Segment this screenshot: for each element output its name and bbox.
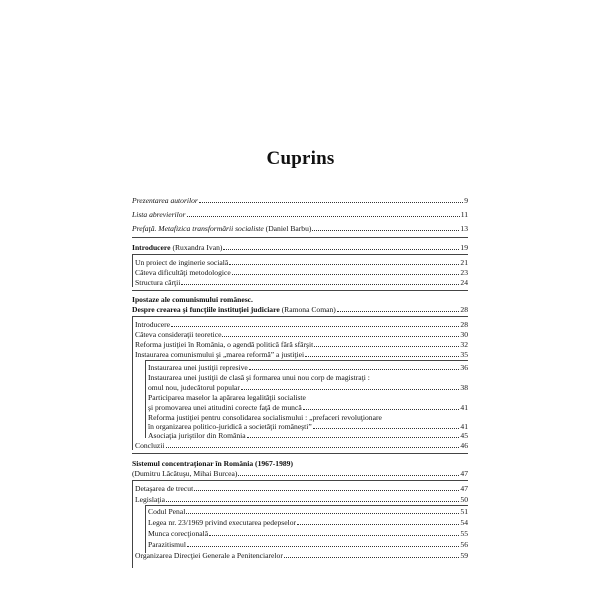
leader-dots xyxy=(194,481,459,491)
leader-dots xyxy=(209,526,459,536)
leader-dots xyxy=(314,337,459,347)
leader-dots xyxy=(337,302,460,312)
toc-entry-title: Lista abrevierilor xyxy=(132,210,186,219)
toc-entry-page: 54 xyxy=(460,518,468,527)
toc-entry-title: Instaurarea unei justiţii represive xyxy=(148,363,248,372)
toc-entry-title xyxy=(132,305,336,314)
toc-entry-page: 46 xyxy=(460,441,468,450)
toc-entry-si-organizarea xyxy=(135,551,468,560)
toc-entry-page: 30 xyxy=(460,330,468,339)
toc-entry-title xyxy=(132,224,311,233)
toc-entry-author: (Ramona Coman) xyxy=(281,305,336,314)
toc-entry-title: Codul Penal xyxy=(148,507,186,516)
toc-entry-title: Detaşarea de trecut xyxy=(135,484,194,493)
toc-entry-title: Instaurarea comunismului şi „marea reformă” a justiţiei xyxy=(135,350,305,359)
toc-entry-intro-structura xyxy=(135,278,468,287)
subsection-bracket xyxy=(132,316,133,450)
section-divider xyxy=(132,237,468,238)
toc-entry-page: 32 xyxy=(460,340,468,349)
toc-entry-ip-represive xyxy=(148,363,468,372)
toc-entry-page: 13 xyxy=(460,224,468,233)
leader-dots xyxy=(241,380,459,390)
toc-entry-page: 24 xyxy=(460,278,468,287)
toc-entry-prezentarea xyxy=(132,196,468,205)
toc-entry-page: 9 xyxy=(464,196,468,205)
toc-entry-page: 56 xyxy=(460,540,468,549)
toc-entry-title: Câteva dificultăţi metodologice xyxy=(135,268,231,277)
section-divider xyxy=(132,453,468,454)
subsection-bracket xyxy=(132,254,133,287)
toc-entry-title: Legea nr. 23/1969 privind executarea pedepselor xyxy=(148,518,297,527)
toc-entry-page: 41 xyxy=(460,422,468,431)
toc-entry-ipostaze xyxy=(132,305,468,314)
toc-entry-ip-consolidarea-line1: Reforma justiţiei pentru consolidarea socialismului : „prefaceri revoluţionare xyxy=(148,413,382,422)
toc-entry-title: (Dumitru Lăcătuşu, Mihai Burcea) xyxy=(132,469,238,478)
toc-entry-author: (Ruxandra Ivan) xyxy=(172,243,223,252)
leader-dots xyxy=(181,275,459,285)
toc-entry-page: 55 xyxy=(460,529,468,538)
leader-dots xyxy=(238,466,459,476)
leader-dots xyxy=(166,438,460,448)
subsection-bracket xyxy=(145,360,146,438)
toc-section-heading: Sistemul concentraţionar în România (1967-1989) xyxy=(132,459,294,468)
toc-entry-author: (Daniel Barbu) xyxy=(265,224,312,233)
toc-entry-page: 59 xyxy=(460,551,468,560)
toc-entry-title-text: Introducere xyxy=(132,243,171,252)
toc-section-heading: Ipostaze ale comunismului românesc. xyxy=(132,295,253,304)
toc-entry-ip-concluzii xyxy=(135,441,468,450)
leader-dots xyxy=(297,515,459,525)
toc-entry-title: omul nou, judecătorul popular xyxy=(148,383,240,392)
toc-entry-ip-participarea xyxy=(148,403,468,412)
leader-dots xyxy=(166,492,459,502)
leader-dots xyxy=(247,428,460,438)
leader-dots xyxy=(249,360,460,370)
leader-dots xyxy=(303,400,460,410)
toc-entry-page: 11 xyxy=(460,210,468,219)
toc-entry-title xyxy=(132,243,222,252)
toc-entry-title: Organizarea Direcţiei Generale a Penitenciarelor xyxy=(135,551,283,560)
section-divider xyxy=(132,290,468,291)
leader-dots xyxy=(232,265,460,275)
toc-entry-title: şi promovarea unei atitudini corecte faţă de muncă xyxy=(148,403,302,412)
leader-dots xyxy=(312,221,459,231)
subsection-bracket xyxy=(145,505,146,553)
leader-dots xyxy=(186,504,459,514)
page-title: Cuprins xyxy=(266,148,335,169)
toc-entry-page: 41 xyxy=(460,403,468,412)
subsection-bracket xyxy=(132,480,133,568)
toc-entry-ip-clasa-line1: Instaurarea unei justiţii de clasă şi formarea unui nou corp de magistraţi : xyxy=(148,373,370,382)
leader-dots xyxy=(229,255,459,265)
leader-dots xyxy=(222,327,459,337)
toc-entry-title: în organizarea politico-juridică a societăţii româneşti” xyxy=(148,422,312,431)
leader-dots xyxy=(305,347,459,357)
toc-entry-title: Reforma justiţiei în România, o agendă politică fără sfârşit xyxy=(135,340,314,349)
toc-entry-page: 21 xyxy=(460,258,468,267)
toc-entry-title-text: Prefaţă. Metafizica transformării socialiste xyxy=(132,224,264,233)
leader-dots xyxy=(171,317,459,327)
toc-entry-page: 47 xyxy=(460,469,468,478)
toc-entry-prefata xyxy=(132,224,468,233)
toc-entry-si-legislatia xyxy=(135,495,468,504)
toc-entry-title: Structura cărţii xyxy=(135,278,181,287)
leader-dots xyxy=(187,207,460,217)
toc-entry-title: Parazitismul xyxy=(148,540,186,549)
toc-entry-title-text: Despre crearea şi funcţiile instituţiei judiciare xyxy=(132,305,280,314)
toc-entry-ip-instaurarea xyxy=(135,350,468,359)
leader-dots xyxy=(187,537,459,547)
toc-entry-ip-clasa xyxy=(148,383,468,392)
toc-entry-introducere xyxy=(132,243,468,252)
toc-entry-page: 36 xyxy=(460,363,468,372)
toc-entry-title: Un proiect de inginerie socială xyxy=(135,258,229,267)
toc-entry-page: 28 xyxy=(460,320,468,329)
toc-entry-page: 35 xyxy=(460,350,468,359)
toc-entry-page: 19 xyxy=(460,243,468,252)
toc-entry-page: 51 xyxy=(460,507,468,516)
toc-entry-title: Prezentarea autorilor xyxy=(132,196,198,205)
toc-entry-ip-participarea-line1: Participarea maselor la apărarea legalităţii socialiste xyxy=(148,393,306,402)
toc-entry-page: 23 xyxy=(460,268,468,277)
leader-dots xyxy=(223,240,459,250)
toc-entry-lista xyxy=(132,210,468,219)
toc-entry-title: Concluzii xyxy=(135,441,165,450)
toc-entry-page: 28 xyxy=(460,305,468,314)
toc-entry-page: 50 xyxy=(460,495,468,504)
toc-entry-page: 47 xyxy=(460,484,468,493)
toc-entry-title: Câteva consideraţii teoretice xyxy=(135,330,222,339)
toc-entry-page: 45 xyxy=(460,431,468,440)
toc-entry-title: Munca corecţională xyxy=(148,529,209,538)
toc-entry-sistemul xyxy=(132,469,468,478)
toc-entry-title: Legislaţia xyxy=(135,495,165,504)
toc-entry-title: Introducere xyxy=(135,320,170,329)
toc-entry-title: Asociaţia juriştilor din România xyxy=(148,431,246,440)
toc-entry-page: 38 xyxy=(460,383,468,392)
leader-dots xyxy=(199,193,463,203)
leader-dots xyxy=(284,548,460,558)
